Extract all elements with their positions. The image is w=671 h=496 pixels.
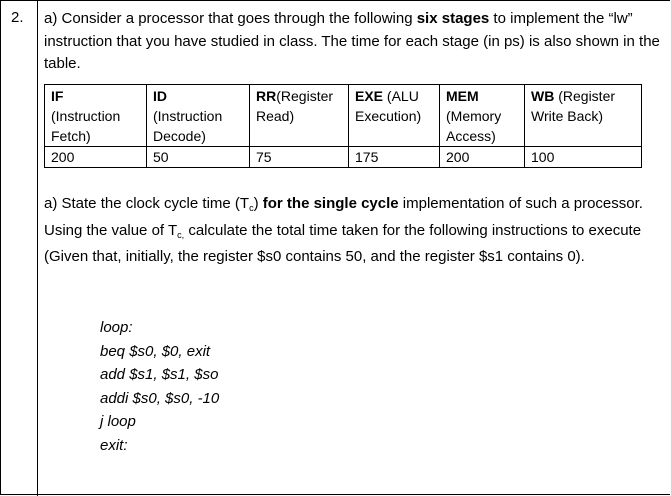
- header-title: MEM: [446, 88, 479, 104]
- subscript-c-2: c,: [177, 229, 185, 240]
- table-header-mem: [440, 85, 525, 147]
- table-cell: 100: [525, 147, 642, 168]
- code-line: addi $s0, $s0, -10: [100, 389, 220, 407]
- table-header-if: [45, 85, 147, 147]
- header-desc: (Register Read): [256, 88, 334, 124]
- subscript-c: c: [249, 203, 254, 213]
- question-number-column: [1, 1, 38, 496]
- table-cell: 200: [45, 147, 147, 168]
- question-intro: [44, 8, 662, 76]
- question-number: 2.: [11, 9, 24, 26]
- part-a-text-4: calculate the total time taken for the following instructions to execute (Given that, initially, the register $s0 contains 50, and the register $s1 contains 0).: [44, 221, 642, 265]
- header-title: IF: [51, 88, 64, 104]
- part-a-text-3: implementation of such a processor. Using the value of T: [44, 195, 643, 239]
- header-desc: (ALU Execution): [355, 88, 422, 124]
- part-a-text-1: a) State the clock cycle time (T: [44, 195, 250, 212]
- header-title: WB: [531, 88, 555, 104]
- table-header-wb: [525, 85, 642, 147]
- code-line: exit:: [100, 436, 128, 454]
- header-desc: (Instruction Decode): [153, 108, 223, 144]
- table-header-row: [45, 85, 642, 147]
- part-a-bold: for the single cycle: [262, 195, 399, 212]
- table-header-id: [147, 85, 250, 147]
- code-block: [100, 316, 219, 457]
- part-a-text: [44, 193, 660, 269]
- intro-text-a: a) Consider a processor that goes through the following: [44, 10, 417, 27]
- header-desc: (Instruction Fetch): [51, 108, 121, 144]
- header-title: ID: [153, 88, 167, 104]
- table-value-row: [45, 147, 642, 168]
- header-title: EXE: [355, 88, 384, 104]
- code-line: j loop: [100, 413, 136, 430]
- header-desc: (Register Write Back): [531, 88, 616, 124]
- part-a-text-2: ): [253, 195, 263, 212]
- table-header-exe: [349, 85, 440, 147]
- table-cell: 50: [147, 147, 250, 168]
- code-line: beq $s0, $0, exit: [100, 342, 211, 360]
- table-cell: 175: [349, 147, 440, 168]
- code-line: loop:: [100, 319, 133, 336]
- header-desc: (Memory Access): [446, 108, 502, 144]
- header-title: RR: [256, 88, 277, 104]
- stage-timing-table: [44, 84, 642, 168]
- table-cell: 75: [250, 147, 349, 168]
- code-line: add $s1, $s1, $so: [100, 366, 219, 383]
- intro-text-b: to implement the “lw” instruction that you have studied in class. The time for each stage (in ps) is also shown in the table.: [44, 10, 660, 72]
- table-cell: 200: [440, 147, 525, 168]
- intro-bold: six stages: [416, 10, 490, 27]
- table-header-rr: [250, 85, 349, 147]
